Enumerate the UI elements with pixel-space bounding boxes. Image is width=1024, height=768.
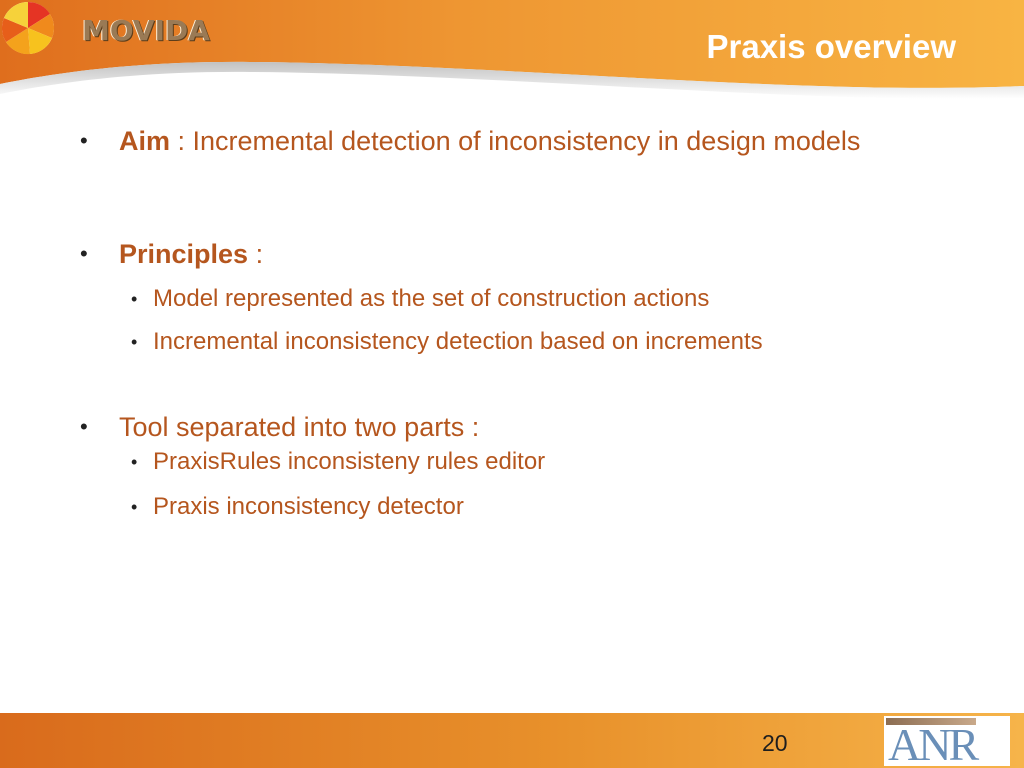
bullet-bold-label: Principles bbox=[119, 239, 249, 269]
sub-bullet-dot: • bbox=[131, 332, 138, 352]
header-band bbox=[0, 0, 1024, 100]
movida-logo-icon bbox=[0, 0, 56, 56]
footer-band bbox=[0, 713, 1024, 768]
bullet-bold-label: Aim bbox=[119, 126, 171, 156]
sub-bullet-text: Incremental inconsistency detection based on increments bbox=[153, 328, 763, 355]
sub-bullet-text: Model represented as the set of construction actions bbox=[153, 285, 710, 312]
bullet-text: : Incremental detection of inconsistency in design models bbox=[170, 126, 861, 156]
bullet-dot: • bbox=[80, 128, 88, 153]
sub-bullet-dot: • bbox=[131, 452, 138, 472]
anr-logo bbox=[884, 716, 1010, 766]
sub-bullet-dot: • bbox=[131, 289, 138, 309]
bullet-text: : bbox=[248, 239, 264, 269]
page-number: 20 bbox=[762, 730, 788, 756]
sub-bullet-text: PraxisRules inconsisteny rules editor bbox=[153, 448, 546, 475]
sub-bullet-dot: • bbox=[131, 497, 138, 517]
sub-bullet-text: Praxis inconsistency detector bbox=[153, 493, 464, 520]
slide-title: Praxis overview bbox=[706, 28, 956, 65]
bullet-dot: • bbox=[80, 241, 88, 266]
movida-logo-text: MOVIDA bbox=[82, 14, 210, 47]
bullet-text: Tool separated into two parts : bbox=[119, 412, 480, 442]
bullet-dot: • bbox=[80, 414, 88, 439]
anr-logo-text: ANR bbox=[888, 719, 977, 768]
